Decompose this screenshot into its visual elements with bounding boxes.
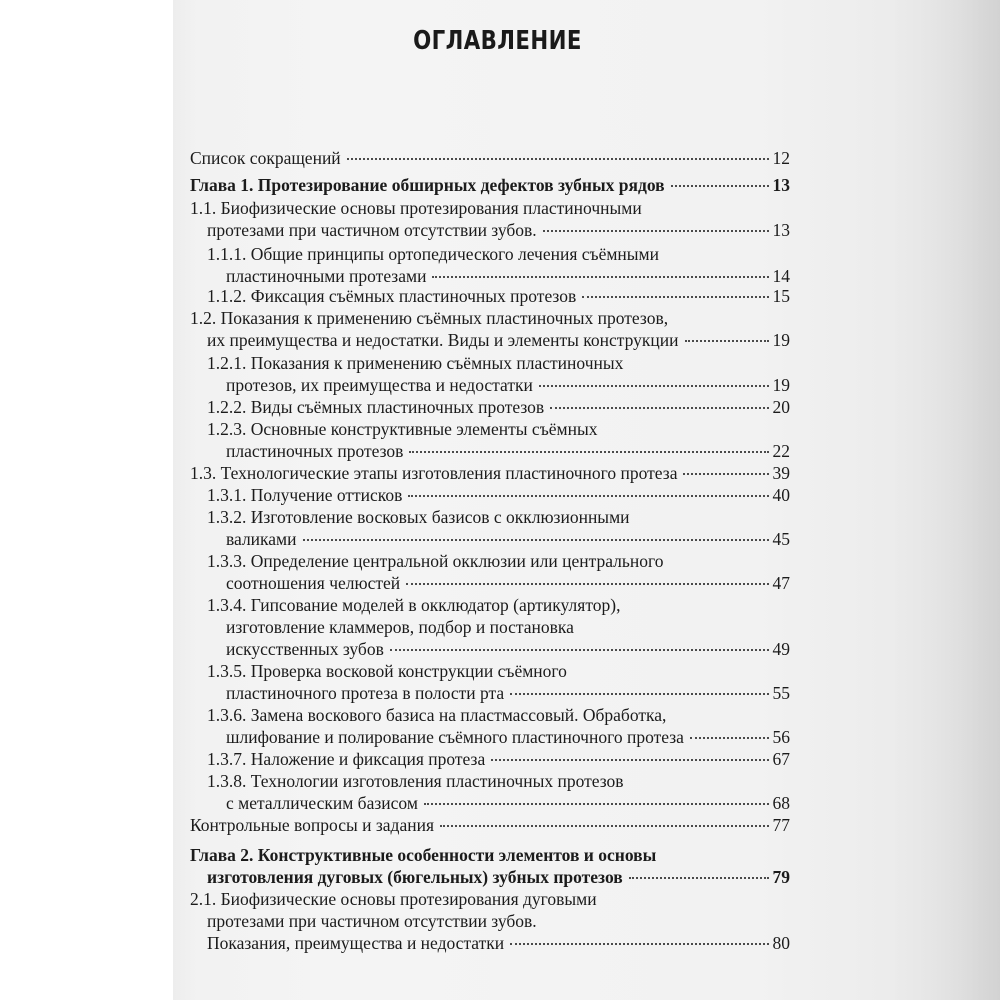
dot-leader xyxy=(347,158,769,160)
dot-leader xyxy=(409,451,768,453)
page-number: 56 xyxy=(772,727,790,747)
dot-leader xyxy=(408,495,768,497)
toc-entry-text: 1.2. Показания к применению съёмных пластиночных протезов, xyxy=(190,308,669,328)
toc-entry-text: 1.1. Биофизические основы протезирования пластиночными xyxy=(190,198,642,218)
toc-entry-text: их преимущества и недостатки. Виды и элементы конструкции xyxy=(207,330,679,350)
dot-leader xyxy=(543,230,769,232)
toc-entry-text: с металлическим базисом xyxy=(226,793,418,813)
dot-leader xyxy=(685,340,769,342)
dot-leader xyxy=(671,185,769,187)
page-number: 40 xyxy=(772,485,790,505)
toc-entry-text: 1.3. Технологические этапы изготовления пластиночного протеза xyxy=(190,463,678,483)
toc-entry-text: искусственных зубов xyxy=(226,639,384,659)
page-number: 15 xyxy=(772,286,790,306)
dot-leader xyxy=(432,276,768,278)
page-number: 68 xyxy=(772,793,790,813)
dot-leader xyxy=(550,407,768,409)
toc-entry-text: 1.3.5. Проверка восковой конструкции съёмного xyxy=(207,661,567,681)
toc-entry-text: 1.3.8. Технологии изготовления пластиночных протезов xyxy=(207,771,624,791)
page-number: 19 xyxy=(772,330,790,350)
page-number: 77 xyxy=(772,815,790,835)
toc-entry-text: изготовление кламмеров, подбор и постановка xyxy=(226,617,574,637)
dot-leader xyxy=(424,803,769,805)
page-number: 20 xyxy=(772,397,790,417)
page-title: ОГЛАВЛЕНИЕ xyxy=(413,26,582,56)
toc-entry-text: 1.2.2. Виды съёмных пластиночных протезов xyxy=(207,397,545,417)
toc-entry-text: протезами при частичном отсутствии зубов. xyxy=(207,911,537,931)
toc-entry-text: 1.3.2. Изготовление восковых базисов с окклюзионными xyxy=(207,507,630,527)
toc-entry-text: шлифование и полирование съёмного пластиночного протеза xyxy=(226,727,684,747)
dot-leader xyxy=(629,877,769,879)
page-number: 13 xyxy=(772,220,790,240)
toc-entry-text: 1.1.2. Фиксация съёмных пластиночных протезов xyxy=(207,286,577,306)
toc-entry-text: пластиночными протезами xyxy=(226,266,427,286)
toc-entry-text: 1.3.1. Получение оттисков xyxy=(207,485,403,505)
page-number: 13 xyxy=(772,175,790,195)
page-number: 49 xyxy=(772,639,790,659)
page-number: 55 xyxy=(772,683,790,703)
dot-leader xyxy=(510,693,768,695)
toc-entry-text: 1.3.4. Гипсование моделей в окклюдатор (артикулятор), xyxy=(207,595,621,615)
page-number: 79 xyxy=(772,867,790,887)
toc-entry-text: пластиночных протезов xyxy=(226,441,404,461)
dot-leader xyxy=(440,825,769,827)
dot-leader xyxy=(510,943,768,945)
toc-entry-text: 1.2.3. Основные конструктивные элементы съёмных xyxy=(207,419,598,439)
dot-leader xyxy=(390,649,769,651)
dot-leader xyxy=(582,296,768,298)
toc-entry-text: протезами при частичном отсутствии зубов. xyxy=(207,220,537,240)
toc-entry-text: Список сокращений xyxy=(190,148,341,168)
page-number: 12 xyxy=(772,148,790,168)
dot-leader xyxy=(406,583,768,585)
page-number: 47 xyxy=(772,573,790,593)
page-number: 80 xyxy=(772,933,790,953)
page-number: 19 xyxy=(772,375,790,395)
toc-entry-text: Показания, преимущества и недостатки xyxy=(207,933,505,953)
toc-entry-text: 1.3.6. Замена воскового базиса на пластмассовый. Обработка, xyxy=(207,705,667,725)
toc-entry-text: протезов, их преимущества и недостатки xyxy=(226,375,533,395)
toc-entry-text: пластиночного протеза в полости рта xyxy=(226,683,505,703)
toc-entry-text: Глава 1. Протезирование обширных дефектов зубных рядов xyxy=(190,175,665,195)
toc-entry-text: валиками xyxy=(226,529,297,549)
toc-entry-text: Контрольные вопросы и задания xyxy=(190,815,434,835)
page-number: 22 xyxy=(772,441,790,461)
page-number: 39 xyxy=(772,463,790,483)
dot-leader xyxy=(539,385,769,387)
dot-leader xyxy=(683,473,768,475)
toc-entry-text: изготовления дуговых (бюгельных) зубных протезов xyxy=(207,867,623,887)
page-number: 67 xyxy=(772,749,790,769)
dot-leader xyxy=(491,759,768,761)
toc-entry-text: 1.1.1. Общие принципы ортопедического лечения съёмными xyxy=(207,244,659,264)
toc-entry-text: 1.3.7. Наложение и фиксация протеза xyxy=(207,749,486,769)
toc-entry-text: 1.3.3. Определение центральной окклюзии или центрального xyxy=(207,551,664,571)
dot-leader xyxy=(690,737,769,739)
toc-entry-text: Глава 2. Конструктивные особенности элементов и основы xyxy=(190,845,657,865)
toc-entry-text: 2.1. Биофизические основы протезирования дуговыми xyxy=(190,889,597,909)
page-number: 14 xyxy=(772,266,790,286)
dot-leader xyxy=(303,539,769,541)
toc-entry-text: соотношения челюстей xyxy=(226,573,401,593)
toc-entry-text: 1.2.1. Показания к применению съёмных пластиночных xyxy=(207,353,624,373)
page-number: 45 xyxy=(772,529,790,549)
